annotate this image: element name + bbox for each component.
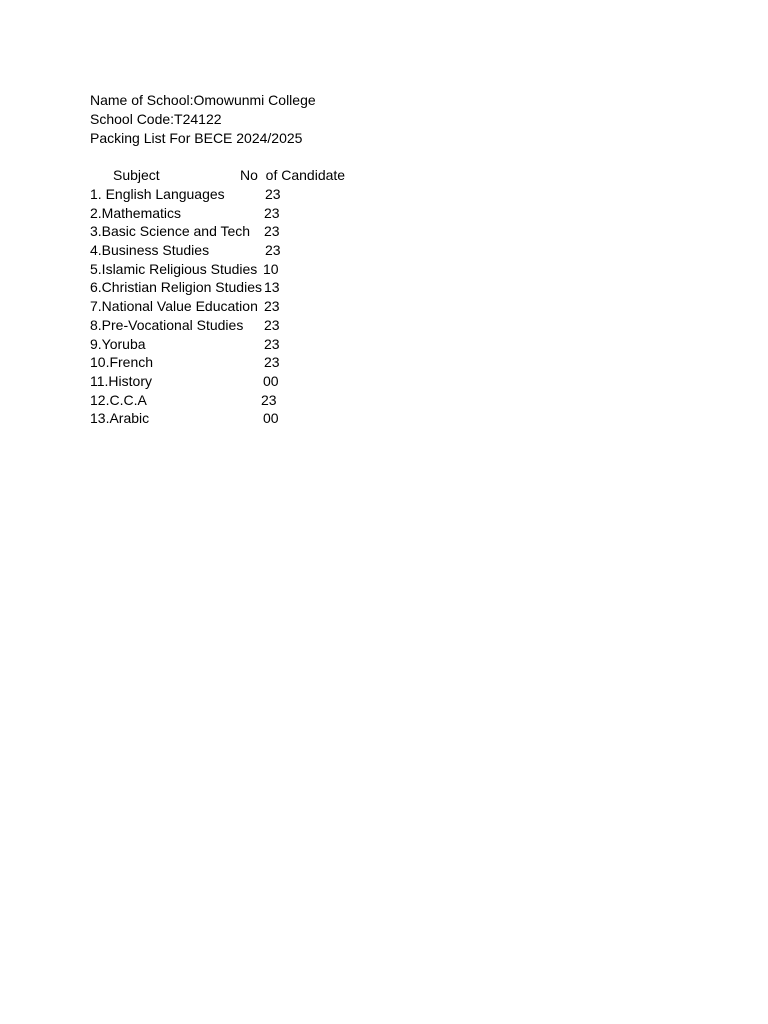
candidate-count: 23: [264, 223, 280, 240]
table-row: [90, 278, 510, 297]
table-row: [90, 297, 510, 316]
table-row: [90, 222, 510, 241]
candidate-count: 23: [265, 242, 281, 259]
subject-name: 3.Basic Science and Tech: [90, 223, 251, 240]
table-row: [90, 241, 510, 260]
subject-name: 7.National Value Education: [90, 298, 258, 315]
subject-name: 4.Business Studies: [90, 242, 210, 259]
candidate-count: 23: [265, 186, 281, 202]
table-row: [90, 409, 510, 428]
subject-name: 5.Islamic Religious Studies: [90, 260, 258, 277]
table-header: [90, 166, 510, 185]
candidate-count: 23: [264, 204, 280, 221]
subject-name: 12.C.C.A: [90, 391, 147, 408]
blank-line: [90, 148, 510, 166]
subject-name: 8.Pre-Vocational Studies: [90, 316, 244, 333]
candidate-count: 10: [263, 260, 279, 277]
subject-name: 11.History: [90, 372, 152, 389]
school-name-line: Name of School:Omowunmi College: [90, 92, 316, 108]
subject-name: 1. English Languages: [90, 186, 225, 202]
candidate-count: 23: [264, 316, 280, 333]
subject-name: 2.Mathematics: [90, 204, 182, 221]
header-candidate-count: No of Candidate: [240, 167, 346, 183]
header-subject: Subject: [113, 167, 160, 183]
candidate-count: 23: [264, 298, 280, 315]
subject-name: 13.Arabic: [90, 410, 150, 427]
table-row: [90, 391, 510, 410]
candidate-count: 13: [264, 279, 280, 296]
table-row: [90, 316, 510, 335]
subject-name: 6.Christian Religion Studies: [90, 279, 262, 296]
candidate-count: 00: [263, 410, 279, 427]
candidate-count: 23: [264, 354, 280, 371]
packing-list-document: [90, 91, 510, 428]
candidate-count: 23: [261, 391, 277, 408]
table-row: [90, 260, 510, 279]
packing-list-title: Packing List For BECE 2024/2025: [90, 130, 303, 146]
candidate-count: 23: [264, 335, 280, 352]
table-row: [90, 204, 510, 223]
table-row: [90, 353, 510, 372]
school-code-line: School Code:T24122: [90, 111, 222, 127]
subject-name: 10.French: [90, 354, 154, 371]
table-row: [90, 372, 510, 391]
candidate-count: 00: [263, 372, 279, 389]
subject-name: 9.Yoruba: [90, 335, 146, 352]
table-row: [90, 185, 510, 204]
table-row: [90, 335, 510, 354]
